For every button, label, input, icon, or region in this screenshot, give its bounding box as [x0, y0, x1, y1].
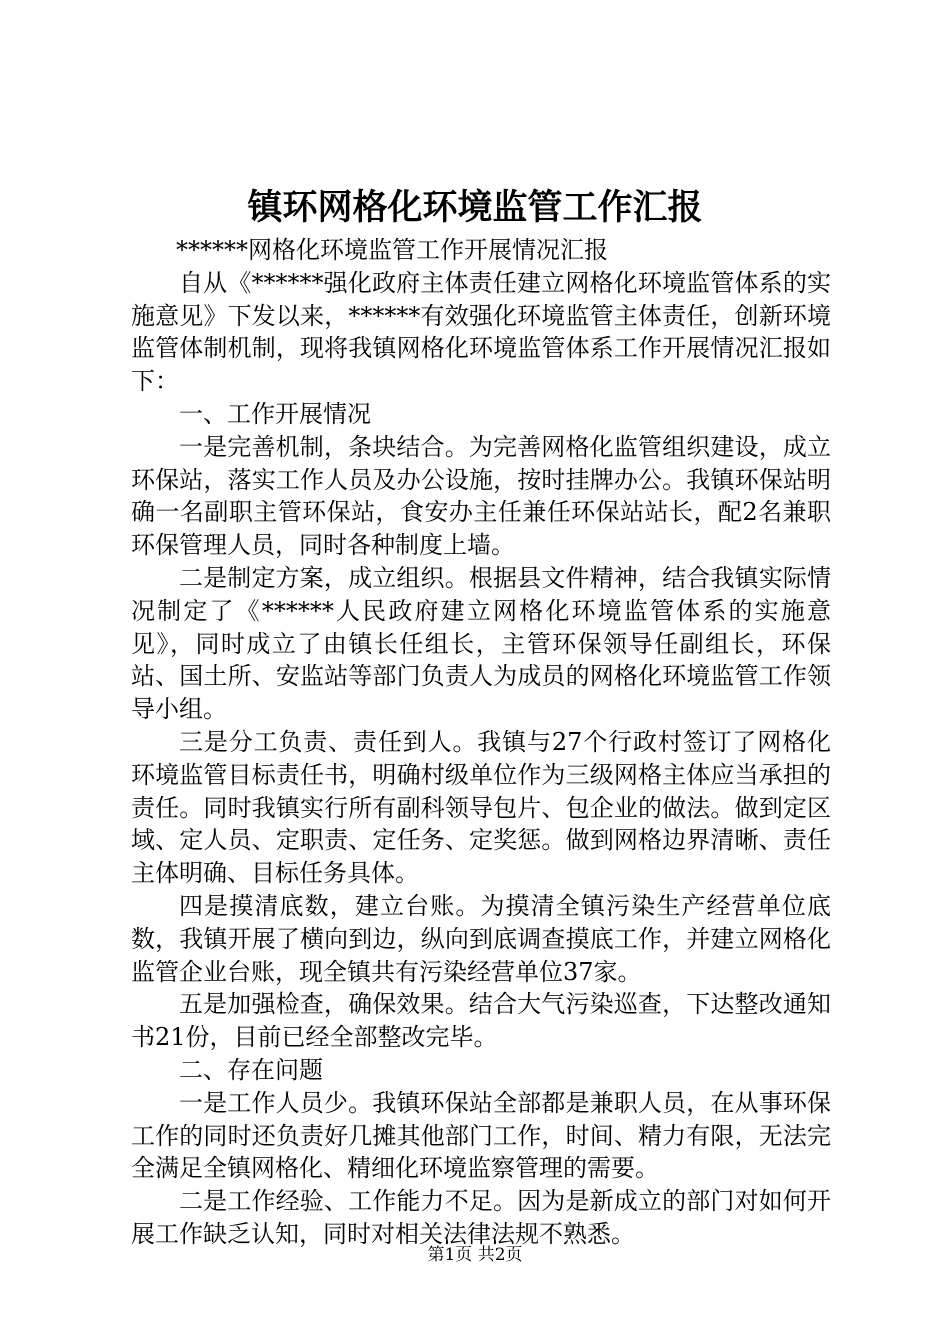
paragraph-responsibility: 三是分工负责、责任到人。我镇与27个行政村签订了网格化环境监管目标责任书，明确村级单位作为三级网格主体应当承担的责任。同时我镇实行所有副科领导包片、包企业的做法。做到定区域、定人员、定职责、定任务、定奖惩。做到网格边界清晰、责任主体明确、目标任务具体。	[131, 727, 831, 888]
paragraph-ledger: 四是摸清底数，建立台账。为摸清全镇污染生产经营单位底数，我镇开展了横向到边，纵向到底调查摸底工作，并建立网格化监管企业台账，现全镇共有污染经营单位37家。	[131, 891, 831, 986]
section-heading-work-progress: 一、工作开展情况	[179, 399, 371, 428]
paragraph-plan: 二是制定方案，成立组织。根据县文件精神，结合我镇实际情况制定了《******人民政府建立网格化环境监管体系的实施意见》，同时成立了由镇长任组长，主管环保领导任副组长，环保站、国土所、安监站等部门负责人为成员的网格化环境监管工作领导小组。	[131, 563, 831, 724]
paragraph-staff-shortage: 一是工作人员少。我镇环保站全部都是兼职人员，在从事环保工作的同时还负责好几摊其他部门工作，时间、精力有限，无法完全满足全镇网格化、精细化环境监察管理的需要。	[131, 1088, 831, 1183]
intro-paragraph: 自从《******强化政府主体责任建立网格化环境监管体系的实施意见》下发以来，******有效强化环境监管主体责任，创新环境监管体制机制，现将我镇网格化环境监管体系工作开展情况汇报如下：	[131, 268, 831, 396]
paragraph-inspection: 五是加强检查，确保效果。结合大气污染巡查，下达整改通知书21份，目前已经全部整改完毕。	[131, 990, 831, 1052]
page-footer: 第1页 共2页	[427, 1245, 523, 1265]
document-title: 镇环网格化环境监管工作汇报	[247, 187, 703, 228]
paragraph-experience: 二是工作经验、工作能力不足。因为是新成立的部门对如何开展工作缺乏认知，同时对相关法律法规不熟悉。	[131, 1187, 831, 1248]
document-body	[131, 234, 831, 1251]
section-heading-problems: 二、存在问题	[179, 1055, 323, 1084]
paragraph-mechanism: 一是完善机制，条块结合。为完善网格化监管组织建设，成立环保站，落实工作人员及办公设施，按时挂牌办公。我镇环保站明确一名副职主管环保站，食安办主任兼任环保站站长，配2名兼职环保管理人员，同时各种制度上墙。	[131, 432, 831, 560]
report-subtitle: ******网格化环境监管工作开展情况汇报	[176, 236, 608, 264]
